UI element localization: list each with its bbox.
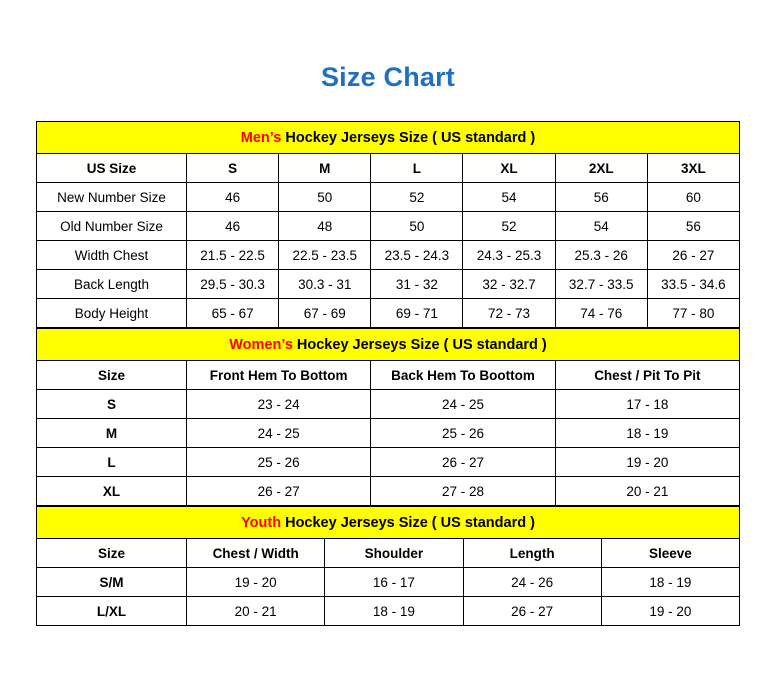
table-cell: 77 - 80 xyxy=(647,299,739,328)
table-cell: 22.5 - 23.5 xyxy=(279,241,371,270)
table-row xyxy=(37,241,740,270)
row-label: M xyxy=(37,419,187,448)
row-label: L/XL xyxy=(37,597,187,626)
table-cell: 54 xyxy=(555,212,647,241)
row-label: L xyxy=(37,448,187,477)
table-cell: 60 xyxy=(647,183,739,212)
table-cell: 21.5 - 22.5 xyxy=(187,241,279,270)
womens-header-cell: Back Hem To Boottom xyxy=(371,361,555,390)
womens-size-table xyxy=(36,328,740,506)
row-label: Body Height xyxy=(37,299,187,328)
mens-banner-rest: Hockey Jerseys Size ( US standard ) xyxy=(281,129,536,146)
table-row xyxy=(37,448,740,477)
mens-header-cell: 2XL xyxy=(555,154,647,183)
youth-size-table xyxy=(36,506,740,626)
youth-banner-rest: Hockey Jerseys Size ( US standard ) xyxy=(281,514,535,531)
youth-header-cell: Size xyxy=(37,539,187,568)
table-cell: 74 - 76 xyxy=(555,299,647,328)
table-cell: 20 - 21 xyxy=(555,477,739,506)
table-cell: 56 xyxy=(647,212,739,241)
youth-header-cell: Sleeve xyxy=(601,539,739,568)
row-label: Width Chest xyxy=(37,241,187,270)
table-row xyxy=(37,568,740,597)
table-cell: 50 xyxy=(371,212,463,241)
womens-banner-highlight: Women’s xyxy=(229,336,293,353)
table-cell: 46 xyxy=(187,183,279,212)
table-row xyxy=(37,212,740,241)
table-row xyxy=(37,390,740,419)
table-row xyxy=(37,477,740,506)
table-cell: 52 xyxy=(463,212,555,241)
womens-banner-row xyxy=(37,329,740,361)
table-cell: 25 - 26 xyxy=(187,448,371,477)
table-cell: 33.5 - 34.6 xyxy=(647,270,739,299)
table-cell: 26 - 27 xyxy=(463,597,601,626)
mens-size-table xyxy=(36,121,740,328)
row-label: Back Length xyxy=(37,270,187,299)
mens-header-cell: L xyxy=(371,154,463,183)
table-cell: 72 - 73 xyxy=(463,299,555,328)
table-cell: 19 - 20 xyxy=(555,448,739,477)
womens-header-cell: Front Hem To Bottom xyxy=(187,361,371,390)
table-cell: 46 xyxy=(187,212,279,241)
table-cell: 24.3 - 25.3 xyxy=(463,241,555,270)
table-row xyxy=(37,183,740,212)
table-cell: 26 - 27 xyxy=(371,448,555,477)
table-cell: 24 - 25 xyxy=(371,390,555,419)
womens-banner xyxy=(37,329,740,361)
table-cell: 19 - 20 xyxy=(601,597,739,626)
youth-banner-row xyxy=(37,507,740,539)
table-cell: 29.5 - 30.3 xyxy=(187,270,279,299)
table-row xyxy=(37,419,740,448)
womens-header-cell: Size xyxy=(37,361,187,390)
table-cell: 26 - 27 xyxy=(187,477,371,506)
table-cell: 25 - 26 xyxy=(371,419,555,448)
youth-banner-highlight: Youth xyxy=(241,514,282,531)
table-cell: 30.3 - 31 xyxy=(279,270,371,299)
table-row xyxy=(37,597,740,626)
youth-banner xyxy=(37,507,740,539)
table-cell: 24 - 26 xyxy=(463,568,601,597)
table-cell: 18 - 19 xyxy=(601,568,739,597)
table-cell: 19 - 20 xyxy=(187,568,325,597)
mens-banner-highlight: Men’s xyxy=(240,129,282,146)
table-cell: 48 xyxy=(279,212,371,241)
womens-header-cell: Chest / Pit To Pit xyxy=(555,361,739,390)
table-cell: 23.5 - 24.3 xyxy=(371,241,463,270)
mens-header-cell: M xyxy=(279,154,371,183)
table-cell: 27 - 28 xyxy=(371,477,555,506)
table-cell: 56 xyxy=(555,183,647,212)
table-cell: 23 - 24 xyxy=(187,390,371,419)
youth-header-cell: Shoulder xyxy=(325,539,463,568)
youth-header-cell: Chest / Width xyxy=(187,539,325,568)
youth-header-row xyxy=(37,539,740,568)
mens-header-row xyxy=(37,154,740,183)
table-cell: 18 - 19 xyxy=(325,597,463,626)
page-title: Size Chart xyxy=(320,62,456,92)
table-cell: 52 xyxy=(371,183,463,212)
womens-header-row xyxy=(37,361,740,390)
youth-header-cell: Length xyxy=(463,539,601,568)
row-label: New Number Size xyxy=(37,183,187,212)
table-cell: 24 - 25 xyxy=(187,419,371,448)
table-cell: 32.7 - 33.5 xyxy=(555,270,647,299)
womens-banner-rest: Hockey Jerseys Size ( US standard ) xyxy=(292,336,547,353)
table-cell: 65 - 67 xyxy=(187,299,279,328)
table-cell: 17 - 18 xyxy=(555,390,739,419)
table-cell: 18 - 19 xyxy=(555,419,739,448)
table-cell: 69 - 71 xyxy=(371,299,463,328)
mens-banner-row xyxy=(37,122,740,154)
mens-banner xyxy=(37,122,740,154)
table-cell: 31 - 32 xyxy=(371,270,463,299)
table-cell: 67 - 69 xyxy=(279,299,371,328)
table-cell: 16 - 17 xyxy=(325,568,463,597)
mens-header-cell: S xyxy=(187,154,279,183)
mens-header-cell: 3XL xyxy=(647,154,739,183)
row-label: Old Number Size xyxy=(37,212,187,241)
row-label: S xyxy=(37,390,187,419)
table-row xyxy=(37,270,740,299)
table-cell: 26 - 27 xyxy=(647,241,739,270)
table-cell: 20 - 21 xyxy=(187,597,325,626)
row-label: XL xyxy=(37,477,187,506)
mens-header-cell: US Size xyxy=(37,154,187,183)
table-cell: 50 xyxy=(279,183,371,212)
row-label: S/M xyxy=(37,568,187,597)
table-cell: 25.3 - 26 xyxy=(555,241,647,270)
table-row xyxy=(37,299,740,328)
mens-header-cell: XL xyxy=(463,154,555,183)
table-cell: 32 - 32.7 xyxy=(463,270,555,299)
size-tables xyxy=(36,121,740,626)
table-cell: 54 xyxy=(463,183,555,212)
